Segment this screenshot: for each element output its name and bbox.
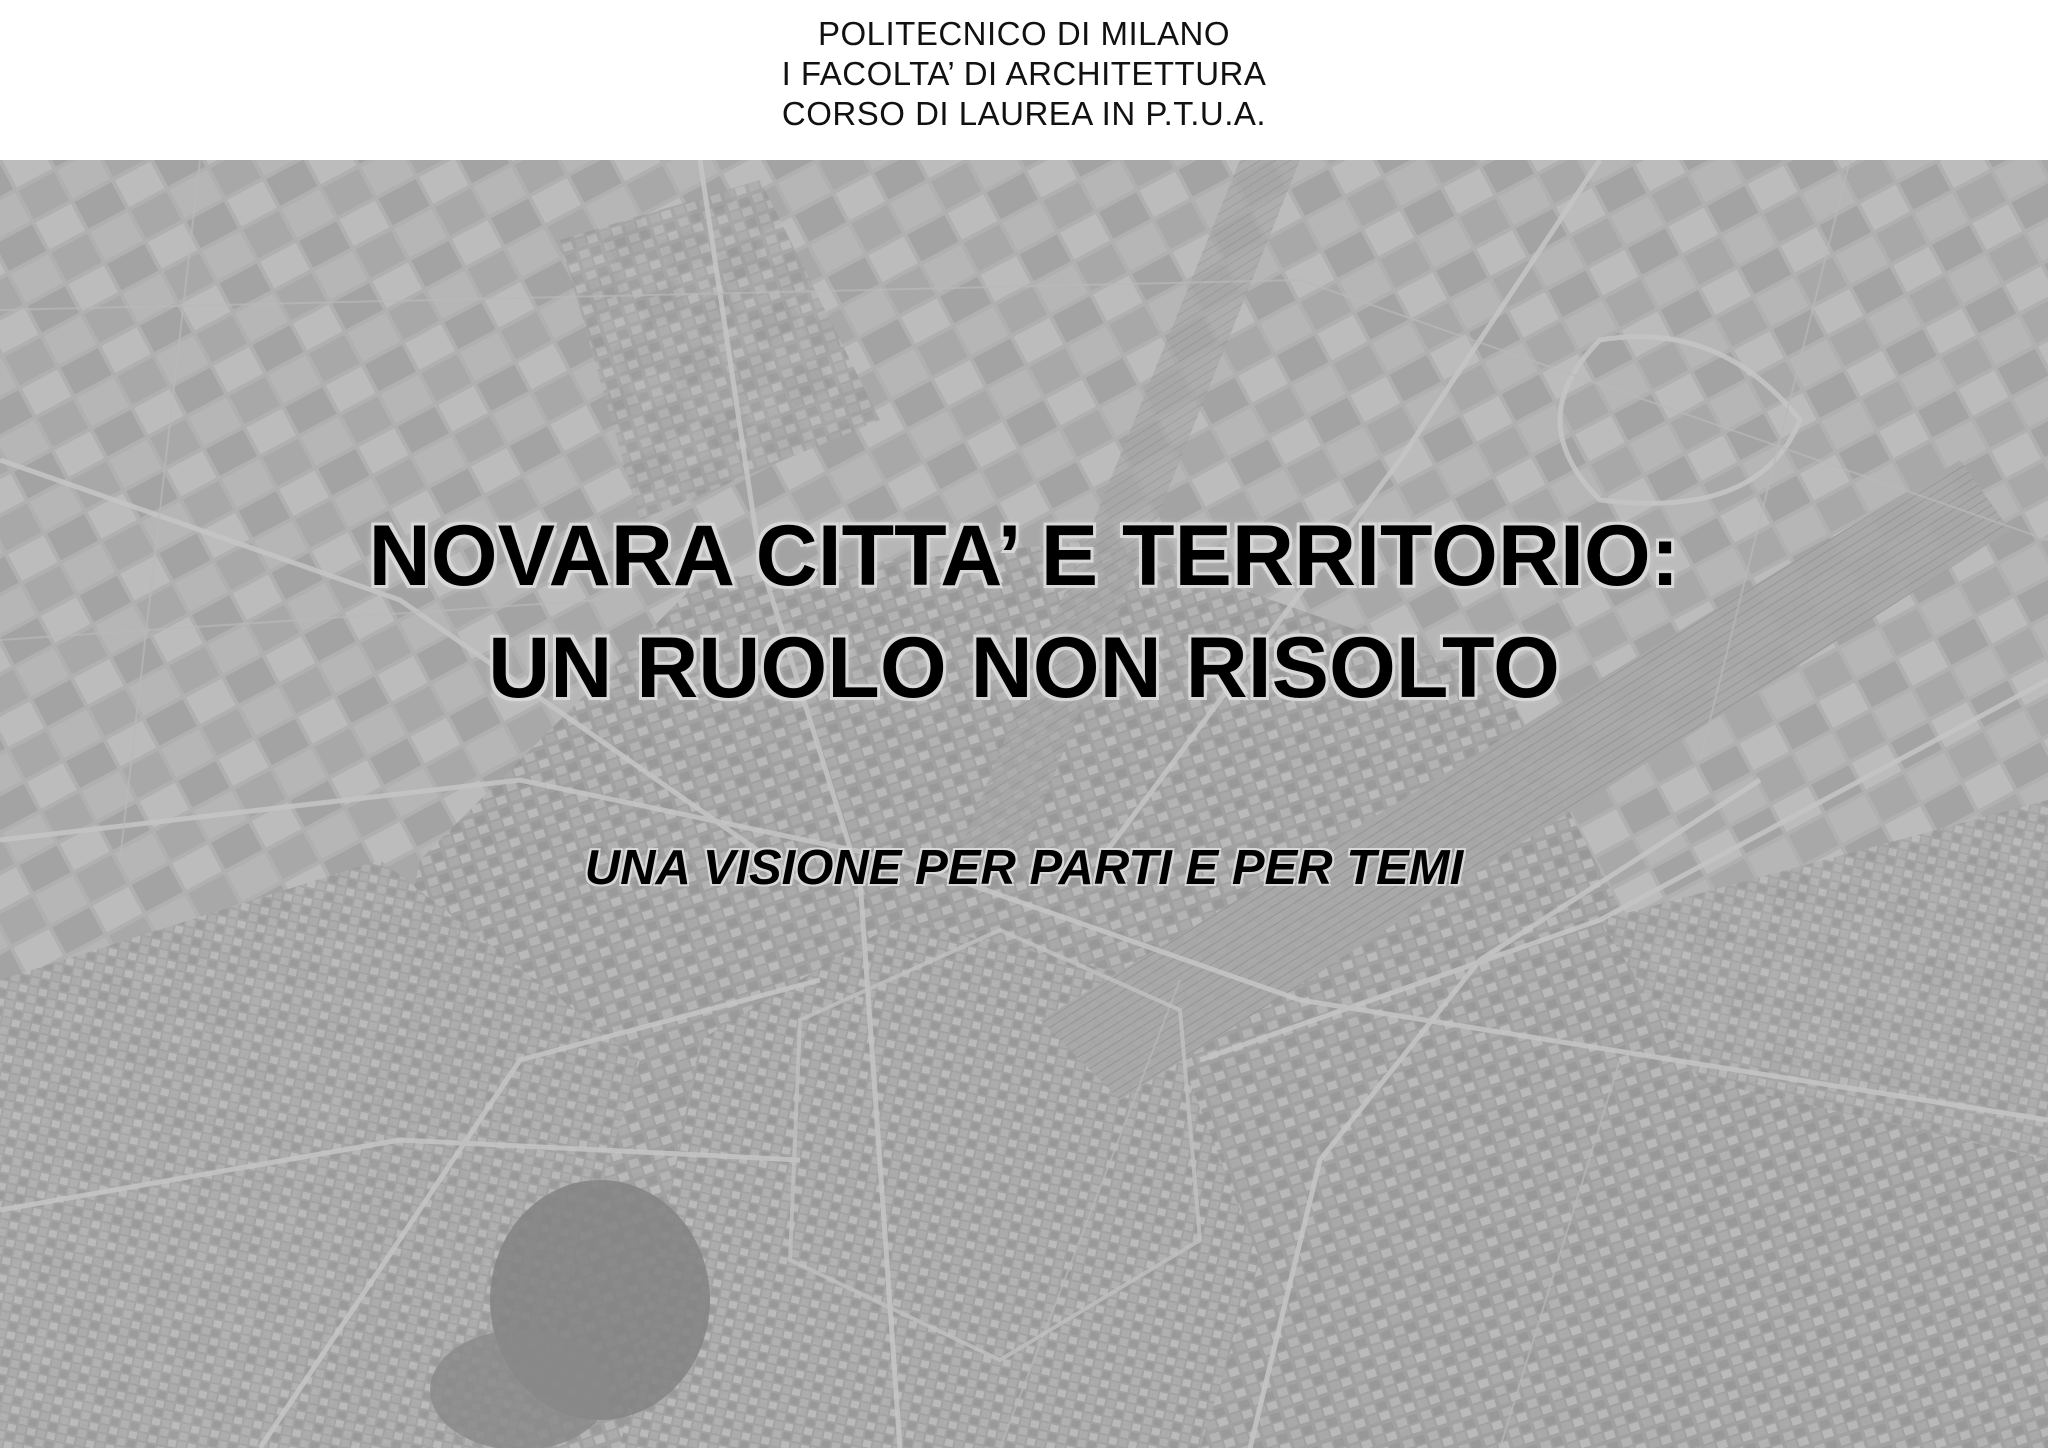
aerial-city-map-image xyxy=(0,160,2048,1448)
degree-course: CORSO DI LAUREA IN P.T.U.A. xyxy=(781,95,1267,132)
aerial-photo-background xyxy=(0,160,2048,1448)
university-name: POLITECNICO DI MILANO xyxy=(817,15,1231,52)
title-line-1: NOVARA CITTA’ E TERRITORIO: xyxy=(368,508,1680,604)
main-title xyxy=(0,500,2048,724)
subtitle: UNA VISIONE PER PARTI E PER TEMI xyxy=(584,841,1464,895)
institution-header xyxy=(0,0,2048,160)
title-line-2: UN RUOLO NON RISOLTO xyxy=(488,620,1560,716)
faculty-name: I FACOLTA’ DI ARCHITETTURA xyxy=(781,55,1267,92)
